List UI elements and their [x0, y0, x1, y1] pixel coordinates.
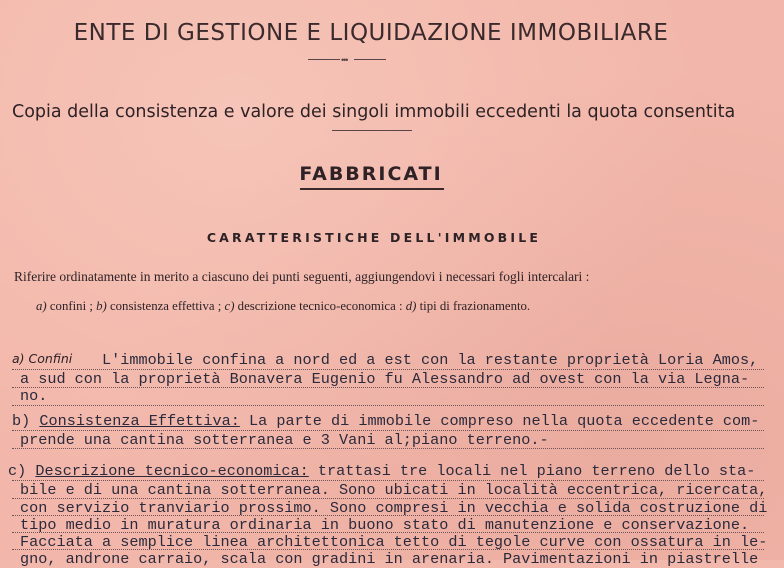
- answer-a-line-2: a sud con la proprietà Bonavera Eugenio fu Alessandro ad ovest con la via Legna-: [20, 370, 750, 388]
- point-c-key: c): [224, 299, 235, 313]
- point-d-key: d): [405, 299, 417, 313]
- title-ornament: •••: [308, 57, 386, 63]
- answer-c-line-5: Facciata a semplice linea architettonica tetto di tegole curve con ossatura in le-: [20, 533, 768, 551]
- answer-c-line-3: con servizio tranviario prossimo. Sono compresi in vecchia e solida costruzione di: [20, 499, 768, 517]
- answer-c-text-1: trattasi tre locali nel piano terreno dello sta-: [317, 462, 756, 480]
- dotted-rule: [12, 532, 764, 533]
- dotted-rule: [12, 480, 764, 481]
- instruction-text: Riferire ordinatamente in merito a ciascuno dei punti seguenti, aggiungendovi i necessari fogli intercalari :: [14, 269, 590, 284]
- dotted-rule: [12, 549, 764, 550]
- answer-c-line-1: [8, 462, 755, 480]
- answer-c-prefix: c): [8, 462, 27, 480]
- point-d-label: tipi di frazionamento.: [419, 299, 531, 313]
- answer-a-label: a) Confini: [12, 351, 73, 366]
- dotted-rule: [12, 369, 764, 370]
- dotted-rule: [12, 387, 764, 388]
- answer-b-line-1: [12, 412, 759, 430]
- answer-c-line-2: bile e di una cantina sotterranea. Sono ubicati in località eccentrica, ricercata,: [20, 481, 768, 499]
- point-a-key: a): [36, 299, 47, 313]
- point-b-key: b): [96, 299, 107, 313]
- answer-b-line-2: prende una cantina sotterranea e 3 Vani al;piano terreno.-: [20, 431, 549, 449]
- dotted-rule: [12, 498, 764, 499]
- dotted-rule: [12, 448, 764, 449]
- subtitle-rule: [332, 130, 412, 131]
- point-c-label: descrizione tecnico-economica :: [237, 299, 403, 313]
- section-rule: [300, 188, 444, 190]
- answer-c-line-6: gno, androne carraio, scala con gradini in arenaria. Pavimentazioni in piastrelle: [20, 550, 759, 568]
- answer-a-line-3: no.: [20, 387, 48, 405]
- answer-c-line-4: tipo medio in muratura ordinaria in buono stato di manutenzione e conservazione.: [20, 516, 750, 534]
- answer-b-prefix: b): [12, 412, 31, 430]
- answer-b-heading: Consistenza Effettiva:: [39, 412, 240, 430]
- dotted-rule: [12, 430, 764, 431]
- answer-b-text-1: La parte di immobile compreso nella quota eccedente com-: [249, 412, 760, 430]
- section-title: FABBRICATI: [299, 163, 443, 185]
- answer-c-heading: Descrizione tecnico-economica:: [35, 462, 309, 480]
- answer-a-line-1: L'immobile confina a nord ed a est con la restante proprietà Loria Amos,: [102, 351, 759, 369]
- entity-title: ENTE DI GESTIONE E LIQUIDAZIONE IMMOBILIARE: [73, 20, 669, 46]
- point-a-label: confini ;: [49, 299, 93, 313]
- point-b-label: consistenza effettiva ;: [109, 299, 222, 313]
- dotted-rule: [12, 515, 764, 516]
- instruction-points: [36, 299, 530, 314]
- dotted-rule: [12, 405, 764, 406]
- document-subtitle: Copia della consistenza e valore dei singoli immobili eccedenti la quota consentita: [12, 102, 736, 122]
- characteristics-title: CARATTERISTICHE DELL'IMMOBILE: [206, 230, 542, 245]
